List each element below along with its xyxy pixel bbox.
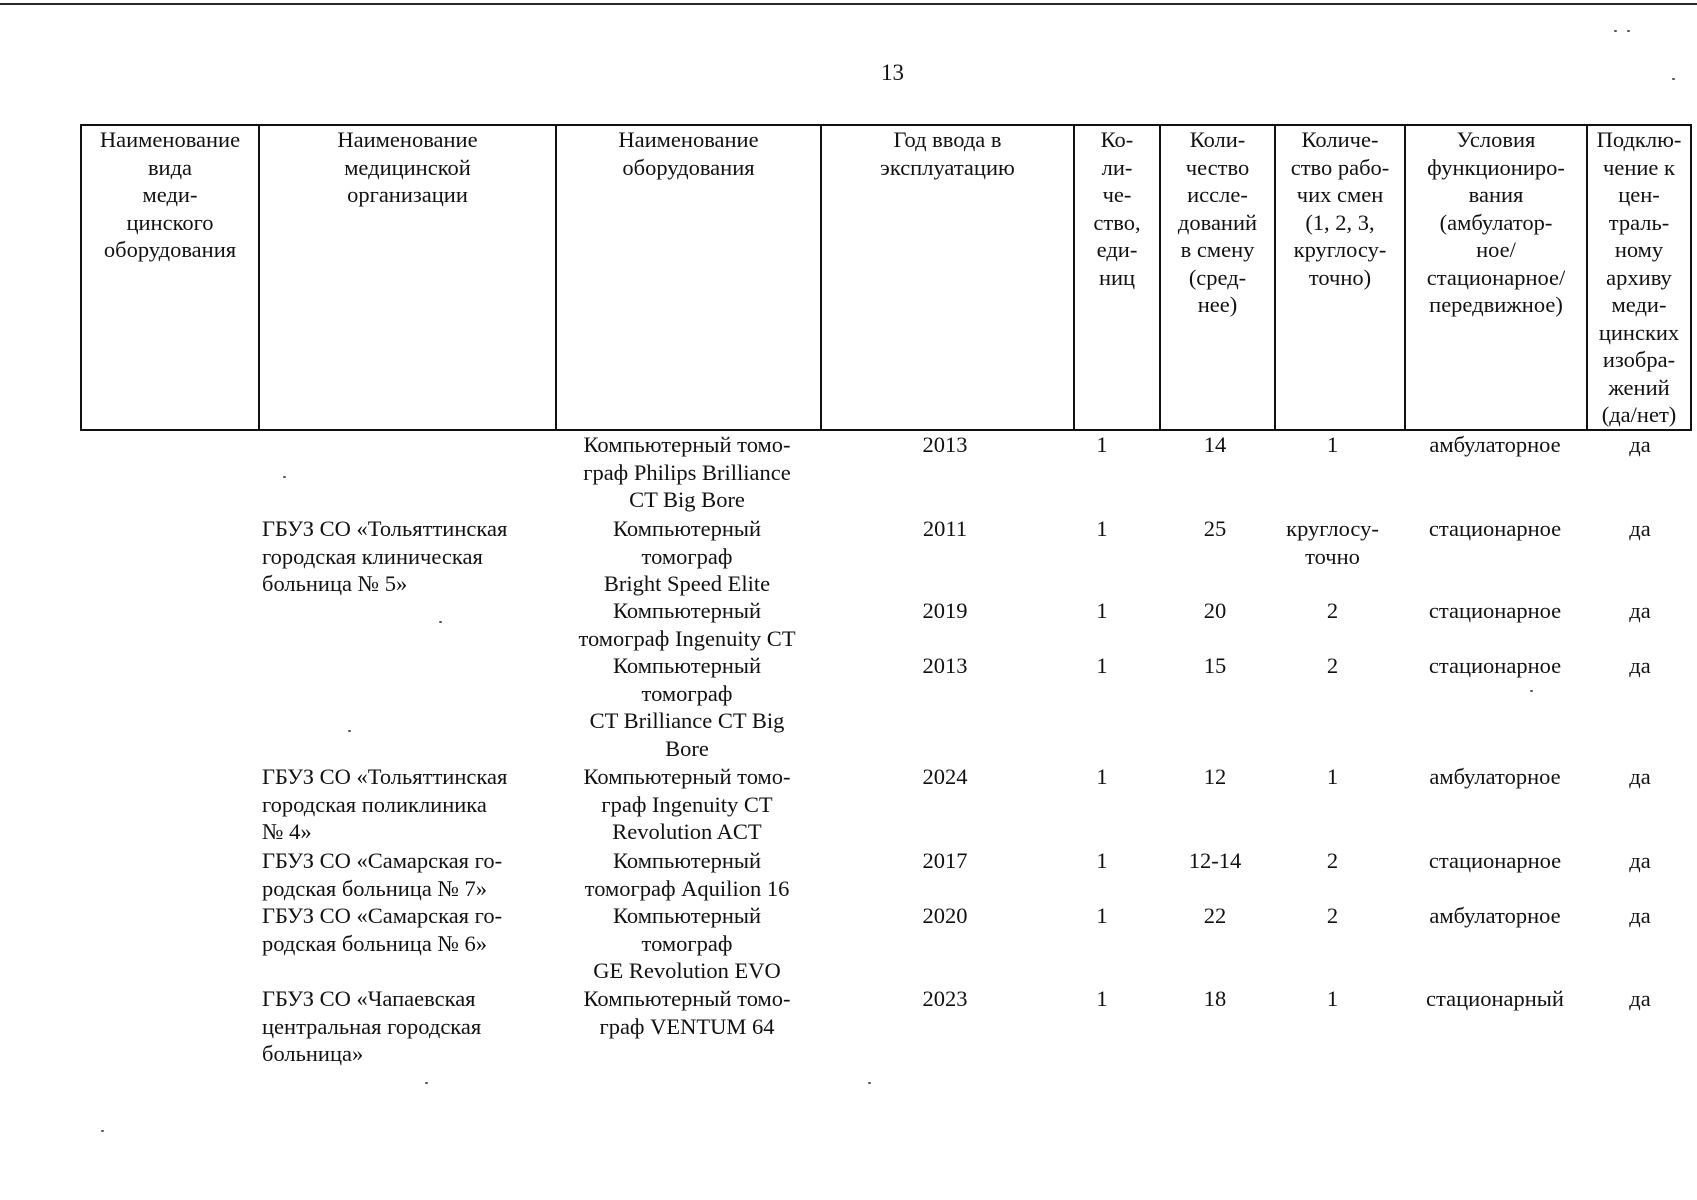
conditions-cell: стационарное [1428, 653, 1562, 678]
equipment-cell: Компьютерный томо- граф Philips Brilliance CT Big Bore [583, 432, 791, 512]
conditions-cell: стационарный [1426, 986, 1564, 1011]
studies-cell: 12 [1203, 764, 1227, 789]
equipment-cell: Компьютерный томограф Ingenuity CT [578, 598, 796, 651]
quantity-cell: 1 [1096, 848, 1108, 873]
studies-cell: 25 [1203, 516, 1227, 541]
shifts-cell: круглосу- точно [1286, 516, 1379, 569]
year-cell: 2020 [922, 903, 968, 928]
archive-cell: да [1629, 516, 1651, 541]
header-conditions: Условия функциониро- вания (амбулатор- ное/ стационарное/ передвижное) [1405, 125, 1587, 430]
quantity-cell: 1 [1096, 653, 1108, 678]
scan-speck [1530, 690, 1533, 692]
scan-speck [1614, 30, 1617, 32]
studies-cell: 20 [1203, 598, 1227, 623]
equipment-cell: Компьютерный томограф Aquilion 16 [584, 848, 790, 901]
scan-speck [425, 1082, 428, 1084]
archive-cell: да [1629, 764, 1651, 789]
conditions-cell: амбулаторное [1429, 432, 1561, 457]
shifts-cell: 2 [1326, 598, 1339, 623]
organization-cell: ГБУЗ СО «Самарская го- родская больница № 6» [262, 903, 503, 956]
scan-speck [1672, 78, 1675, 80]
equipment-cell: Компьютерный томограф CT Brilliance CT Big Bore [589, 653, 785, 761]
archive-cell: да [1629, 903, 1651, 928]
year-cell: 2011 [922, 516, 968, 541]
shifts-cell: 1 [1326, 986, 1339, 1011]
archive-cell: да [1629, 848, 1651, 873]
archive-cell: да [1629, 432, 1651, 457]
quantity-cell: 1 [1096, 516, 1108, 541]
studies-cell: 12-14 [1188, 848, 1242, 873]
equipment-cell: Компьютерный томограф GE Revolution EVO [593, 903, 781, 983]
shifts-cell: 1 [1326, 432, 1339, 457]
conditions-cell: амбулаторное [1429, 764, 1561, 789]
header-equipment-name: Наименование оборудования [556, 125, 821, 430]
organization-cell: ГБУЗ СО «Тольяттинская городская клиническая больница № 5» [262, 516, 508, 596]
conditions-cell: стационарное [1428, 598, 1562, 623]
organization-cell: ГБУЗ СО «Самарская го- родская больница № 7» [262, 848, 503, 901]
year-cell: 2013 [922, 653, 968, 678]
header-archive: Подклю- чение к цен- траль- ному архиву меди- цинских изобра- жений (да/нет) [1587, 125, 1691, 430]
equipment-cell: Компьютерный томо- граф Ingenuity CT Revolution ACT [583, 764, 791, 844]
equipment-cell: Компьютерный томо- граф VENTUM 64 [583, 986, 791, 1039]
quantity-cell: 1 [1096, 764, 1108, 789]
header-studies-per-shift: Коли- чество иссле- дований в смену (сред- нее) [1160, 125, 1275, 430]
year-cell: 2019 [922, 598, 968, 623]
scan-speck [868, 1082, 871, 1084]
top-border-line [0, 3, 1697, 5]
organization-cell: ГБУЗ СО «Тольяттинская городская поликлиника № 4» [262, 764, 508, 844]
studies-cell: 15 [1203, 653, 1227, 678]
year-cell: 2013 [922, 432, 968, 457]
scan-speck [1627, 30, 1630, 32]
conditions-cell: стационарное [1428, 848, 1562, 873]
studies-cell: 18 [1203, 986, 1227, 1011]
shifts-cell: 1 [1326, 764, 1339, 789]
header-quantity: Ко- ли- че- ство, еди- ниц [1074, 125, 1160, 430]
quantity-cell: 1 [1096, 432, 1108, 457]
organization-cell: ГБУЗ СО «Чапаевская центральная городская больница» [262, 986, 482, 1066]
archive-cell: да [1629, 986, 1651, 1011]
table-header [80, 124, 1692, 431]
scan-speck [101, 1130, 104, 1132]
year-cell: 2017 [922, 848, 968, 873]
studies-cell: 14 [1203, 432, 1227, 457]
archive-cell: да [1629, 598, 1651, 623]
header-organization: Наименование медицинской организации [259, 125, 556, 430]
quantity-cell: 1 [1096, 986, 1108, 1011]
equipment-cell: Компьютерный томограф Bright Speed Elite [603, 516, 771, 596]
page-number: 13 [881, 60, 904, 85]
studies-cell: 22 [1203, 903, 1227, 928]
header-shifts: Количе- ство рабо- чих смен (1, 2, 3, круглосу- точно) [1275, 125, 1405, 430]
shifts-cell: 2 [1326, 903, 1339, 928]
shifts-cell: 2 [1326, 653, 1339, 678]
quantity-cell: 1 [1096, 903, 1108, 928]
conditions-cell: стационарное [1428, 516, 1562, 541]
year-cell: 2023 [922, 986, 968, 1011]
shifts-cell: 2 [1326, 848, 1339, 873]
scan-speck [439, 621, 442, 623]
quantity-cell: 1 [1096, 598, 1108, 623]
header-year: Год ввода в эксплуатацию [821, 125, 1074, 430]
scan-speck [283, 476, 286, 478]
year-cell: 2024 [922, 764, 968, 789]
header-equipment-type: Наименование вида меди- цинского оборудования [81, 125, 259, 430]
scan-speck [348, 730, 351, 732]
archive-cell: да [1629, 653, 1651, 678]
conditions-cell: амбулаторное [1429, 903, 1561, 928]
